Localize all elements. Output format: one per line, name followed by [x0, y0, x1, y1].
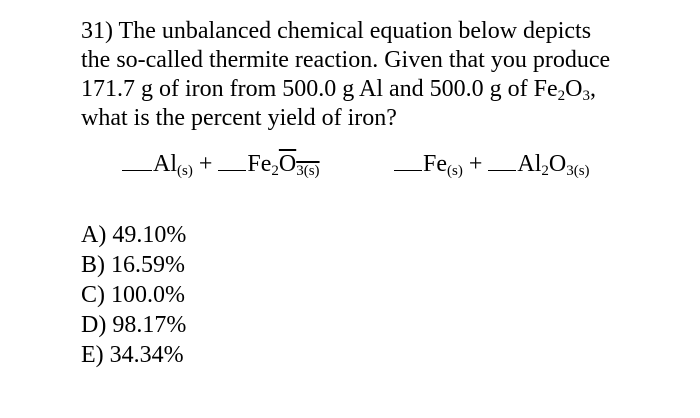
question-oxygen: O — [565, 76, 583, 102]
question-o-subscript: 3 — [582, 88, 590, 104]
question-line-1: 31) The unbalanced chemical equation below depicts — [81, 18, 592, 44]
question-line-4: what is the percent yield of iron? — [81, 105, 397, 131]
product-plus: + — [468, 151, 483, 177]
product-fe: Fe — [423, 151, 447, 177]
coefficient-blank-al2o3 — [488, 150, 516, 171]
reactant-o-subscript: 3(s) — [296, 163, 320, 179]
product-al: Al — [517, 151, 542, 177]
reactant-oxide-group — [279, 151, 320, 177]
question-line-3 — [81, 75, 681, 104]
thermite-equation — [122, 150, 682, 186]
choice-e[interactable]: E) 34.34% — [81, 342, 184, 368]
question-line-3-text: 171.7 g of iron from 500.0 g Al and 500.0 g of Fe — [81, 76, 558, 102]
equation-products — [394, 150, 590, 178]
reactant-al: Al — [153, 151, 177, 177]
reactant-fe-subscript: 2 — [271, 163, 279, 179]
question-fe-subscript: 2 — [557, 88, 566, 104]
coefficient-blank-fe2o3 — [218, 150, 246, 171]
choice-a[interactable]: A) 49.10% — [81, 222, 187, 248]
reactant-plus: + — [198, 151, 213, 177]
product-fe-state: (s) — [447, 163, 463, 179]
coefficient-blank-al — [122, 150, 152, 171]
product-o: O — [548, 151, 567, 177]
reactant-o: O — [278, 151, 297, 177]
equation-reactants — [122, 150, 320, 178]
reactant-fe: Fe — [247, 151, 272, 177]
choice-d[interactable]: D) 98.17% — [81, 312, 187, 338]
reactant-al-state: (s) — [177, 163, 193, 179]
question-text — [81, 17, 681, 133]
choice-b[interactable]: B) 16.59% — [81, 252, 185, 278]
product-al-subscript: 2 — [541, 163, 549, 179]
coefficient-blank-fe — [394, 150, 422, 171]
question-line-2: the so-called thermite reaction. Given that you produce — [81, 47, 611, 73]
question-comma: , — [589, 76, 596, 102]
choice-c[interactable]: C) 100.0% — [81, 282, 185, 308]
answer-choices — [81, 220, 186, 370]
product-o-subscript: 3(s) — [566, 163, 590, 179]
